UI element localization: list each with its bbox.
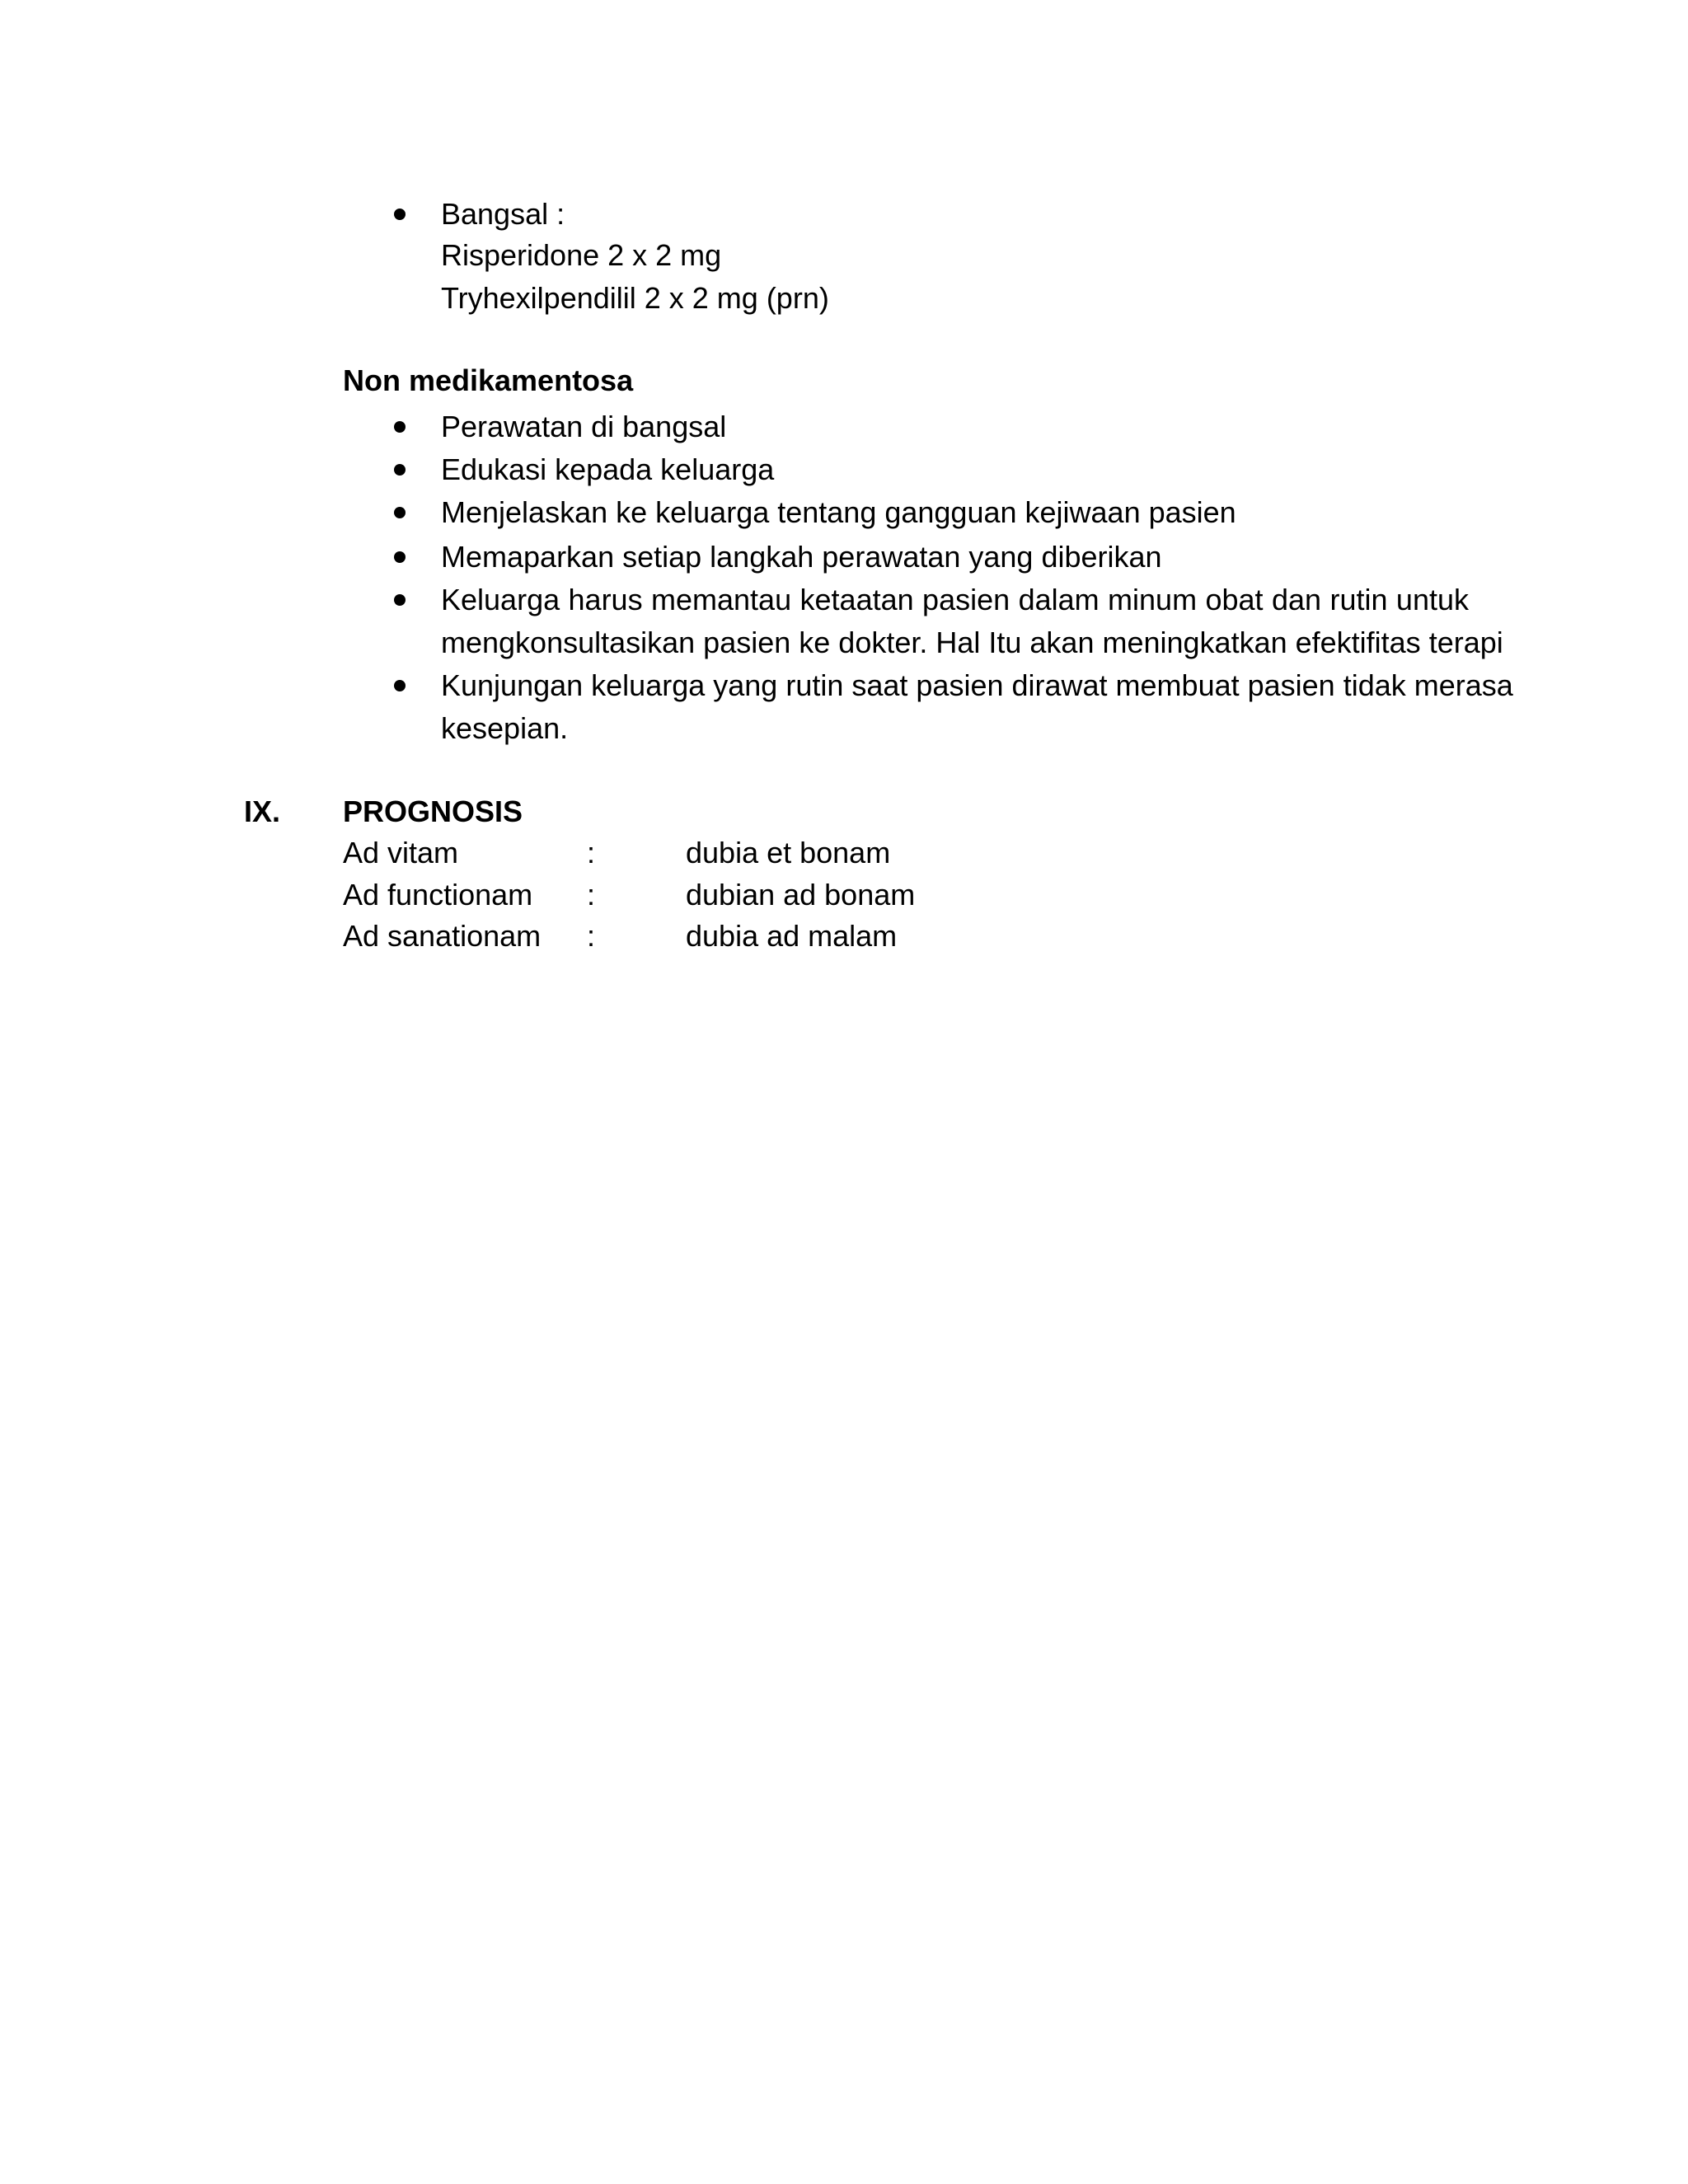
list-item: Menjelaskan ke keluarga tentang gangguan kejiwaan pasien xyxy=(441,495,1236,529)
list-item: Kunjungan keluarga yang rutin saat pasien dirawat membuat pasien tidak merasa xyxy=(441,668,1513,702)
list-item: Edukasi kepada keluarga xyxy=(441,452,775,486)
bangsal-line-tryhexilpendilil: Tryhexilpendilil 2 x 2 mg (prn) xyxy=(441,281,829,315)
prognosis-separator: : xyxy=(587,878,596,912)
list-item: Keluarga harus memantau ketaatan pasien dalam minum obat dan rutin untuk xyxy=(441,583,1469,616)
section-number: IX. xyxy=(244,794,281,828)
list-item: Perawatan di bangsal xyxy=(441,410,727,443)
list-item: Memaparkan setiap langkah perawatan yang diberikan xyxy=(441,540,1162,574)
bullet-icon xyxy=(394,594,406,606)
prognosis-value-ad-vitam: dubia et bonam xyxy=(686,836,891,869)
non-medikamentosa-heading: Non medikamentosa xyxy=(343,363,634,397)
prognosis-label-ad-functionam: Ad functionam xyxy=(343,878,533,912)
prognosis-label-ad-vitam: Ad vitam xyxy=(343,836,459,869)
bullet-icon xyxy=(394,551,406,563)
bangsal-heading: Bangsal : xyxy=(441,197,565,231)
bullet-icon xyxy=(394,421,406,433)
prognosis-heading: PROGNOSIS xyxy=(343,794,523,828)
prognosis-value-ad-sanationam: dubia ad malam xyxy=(686,919,898,953)
list-item-continuation: kesepian. xyxy=(441,711,569,745)
prognosis-separator: : xyxy=(587,919,596,953)
bullet-icon xyxy=(394,680,406,691)
prognosis-separator: : xyxy=(587,836,596,869)
bullet-icon xyxy=(394,209,406,220)
bullet-icon xyxy=(394,464,406,476)
list-item-continuation: mengkonsultasikan pasien ke dokter. Hal Itu akan meningkatkan efektifitas terapi xyxy=(441,626,1503,659)
prognosis-value-ad-functionam: dubian ad bonam xyxy=(686,878,916,912)
prognosis-label-ad-sanationam: Ad sanationam xyxy=(343,919,542,953)
bangsal-line-risperidone: Risperidone 2 x 2 mg xyxy=(441,238,722,272)
bullet-icon xyxy=(394,507,406,518)
